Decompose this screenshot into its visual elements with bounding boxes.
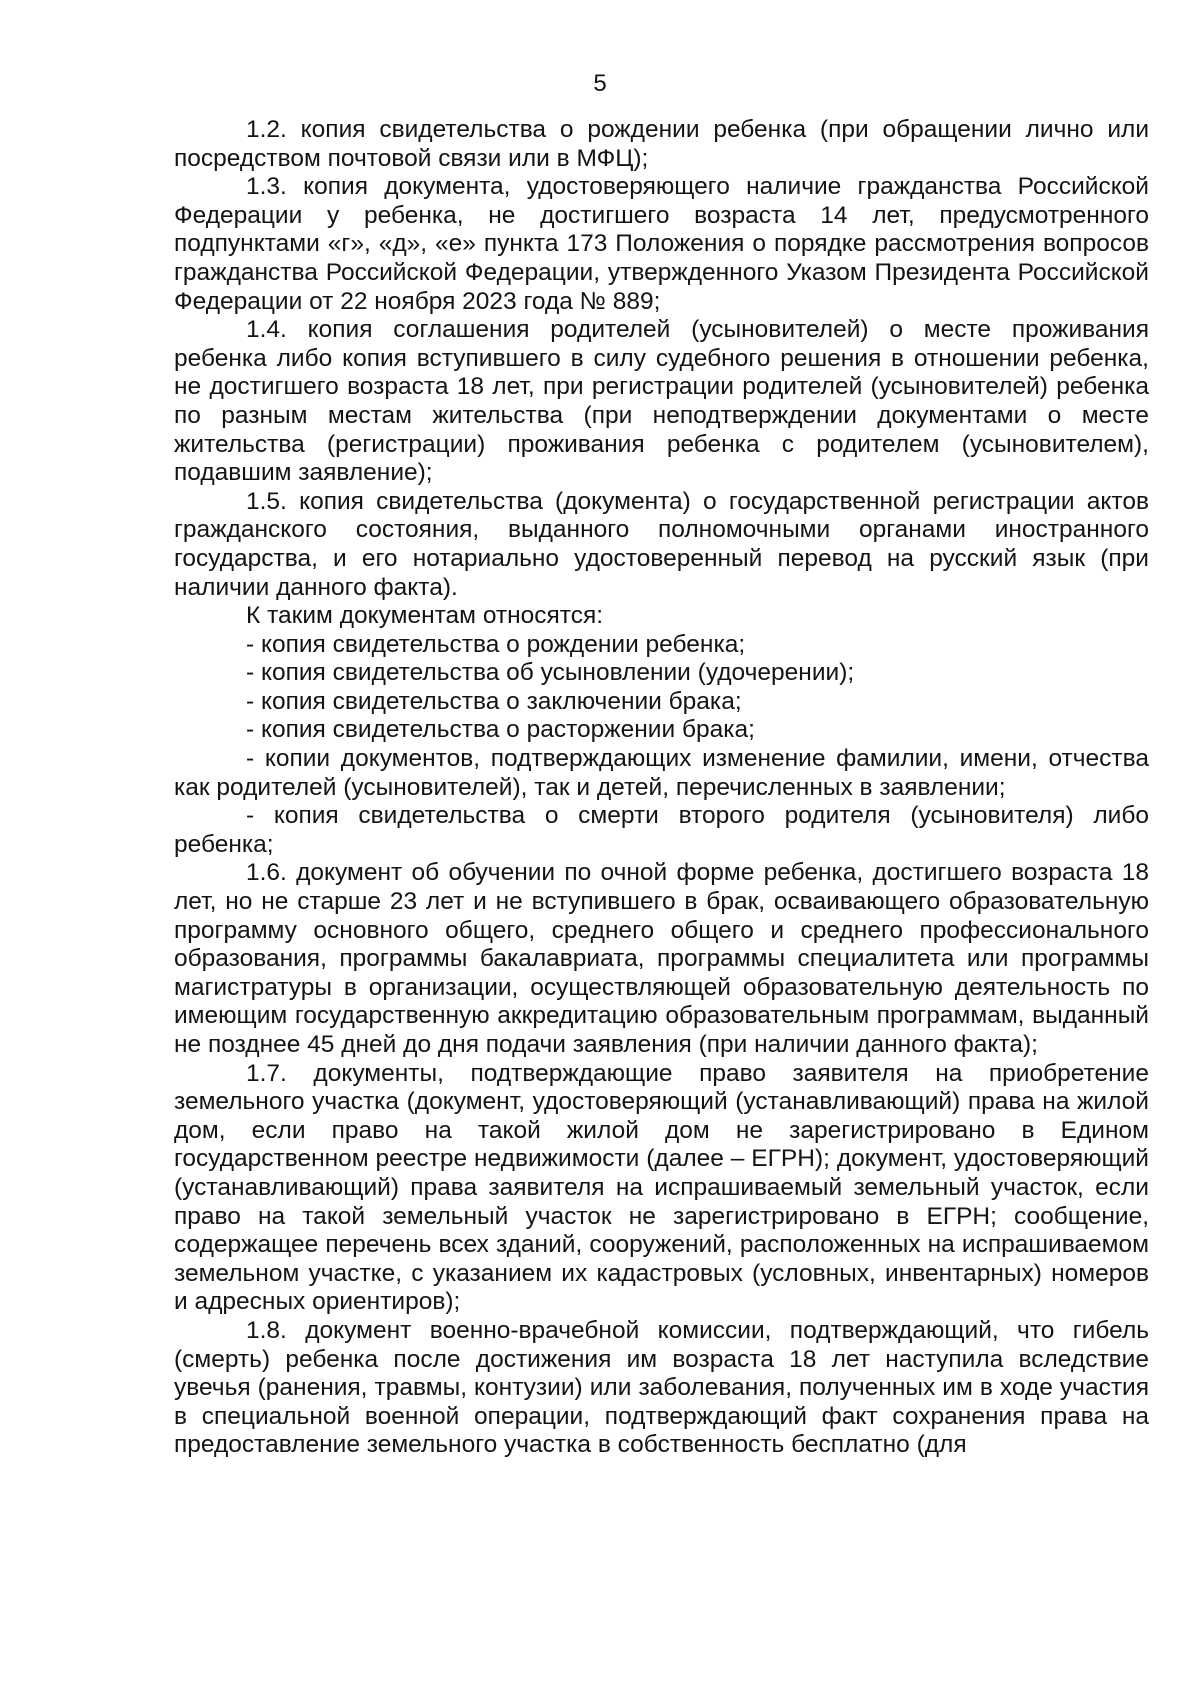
page-number: 5 <box>593 70 607 97</box>
list-item: - копия свидетельства о расторжении брака; <box>246 716 755 744</box>
paragraph-1-4: 1.4. копия соглашения родителей (усыновителей) о месте проживания ребенка либо копия вступившего в силу судебного решения в отношении ребенка, не достигшего возраста 18 лет, при регистрации родителей (усыновителей) ребенка по разным местам жительства (при неподтверждении документами о месте жительства (регистрации) проживания ребенка с родителем (усыновителем), подавшим заявление); <box>174 316 1149 487</box>
paragraph-1-7: 1.7. документы, подтверждающие право заявителя на приобретение земельного участка (документ, удостоверяющий (устанавливающий) права на жилой дом, если право на такой жилой дом не зарегистрировано в Едином государственном реестре недвижимости (далее – ЕГРН); документ, удостоверяющий (устанавливающий) права заявителя на испрашиваемый земельный участок, если право на такой земельный участок не зарегистрировано в ЕГРН; сообщение, содержащее перечень всех зданий, сооружений, расположенных на испрашиваемом земельном участке, с указанием их кадастровых (условных, инвентарных) номеров и адресных ориентиров); <box>174 1059 1149 1316</box>
document-body <box>174 116 1149 1460</box>
paragraph-1-3: 1.3. копия документа, удостоверяющего наличие гражданства Российской Федерации у ребенка, не достигшего возраста 14 лет, предусмотренного подпунктами «г», «д», «е» пункта 173 Положения о порядке рассмотрения вопросов гражданства Российской Федерации, утвержденного Указом Президента Российской Федерации от 22 ноября 2023 года № 889; <box>174 173 1149 315</box>
paragraph-1-8: 1.8. документ военно-врачебной комиссии, подтверждающий, что гибель (смерть) ребенка после достижения им возраста 18 лет наступила вследствие увечья (ранения, травмы, контузии) или заболевания, полученных им в ходе участия в специальной военной операции, подтверждающий факт сохранения права на предоставление земельного участка в собственность бесплатно (для <box>174 1316 1149 1459</box>
list-item: - копия свидетельства о смерти второго родителя (усыновителя) либо ребенка; <box>174 802 1149 858</box>
list-item: - копии документов, подтверждающих изменение фамилии, имени, отчества как родителей (усыновителей), так и детей, перечисленных в заявлении; <box>174 745 1149 801</box>
paragraph-1-2: 1.2. копия свидетельства о рождении ребенка (при обращении лично или посредством почтовой связи или в МФЦ); <box>174 116 1149 172</box>
list-intro: К таким документам относятся: <box>246 602 604 630</box>
list-item: - копия свидетельства об усыновлении (удочерении); <box>246 659 855 687</box>
paragraph-1-5: 1.5. копия свидетельства (документа) о государственной регистрации актов гражданского состояния, выданного полномочными органами иностранного государства, и его нотариально удостоверенный перевод на русский язык (при наличии данного факта). <box>174 487 1149 601</box>
paragraph-1-6: 1.6. документ об обучении по очной форме ребенка, достигшего возраста 18 лет, но не старше 23 лет и не вступившего в брак, осваивающего образовательную программу основного общего, среднего общего и среднего профессионального образования, программы бакалавриата, программы специалитета или программы магистратуры в организации, осуществляющей образовательную деятельность по имеющим государственную аккредитацию образовательным программам, выданный не позднее 45 дней до дня подачи заявления (при наличии данного факта); <box>174 859 1149 1058</box>
list-item: - копия свидетельства о заключении брака; <box>246 687 742 715</box>
list-item: - копия свидетельства о рождении ребенка; <box>246 630 746 658</box>
